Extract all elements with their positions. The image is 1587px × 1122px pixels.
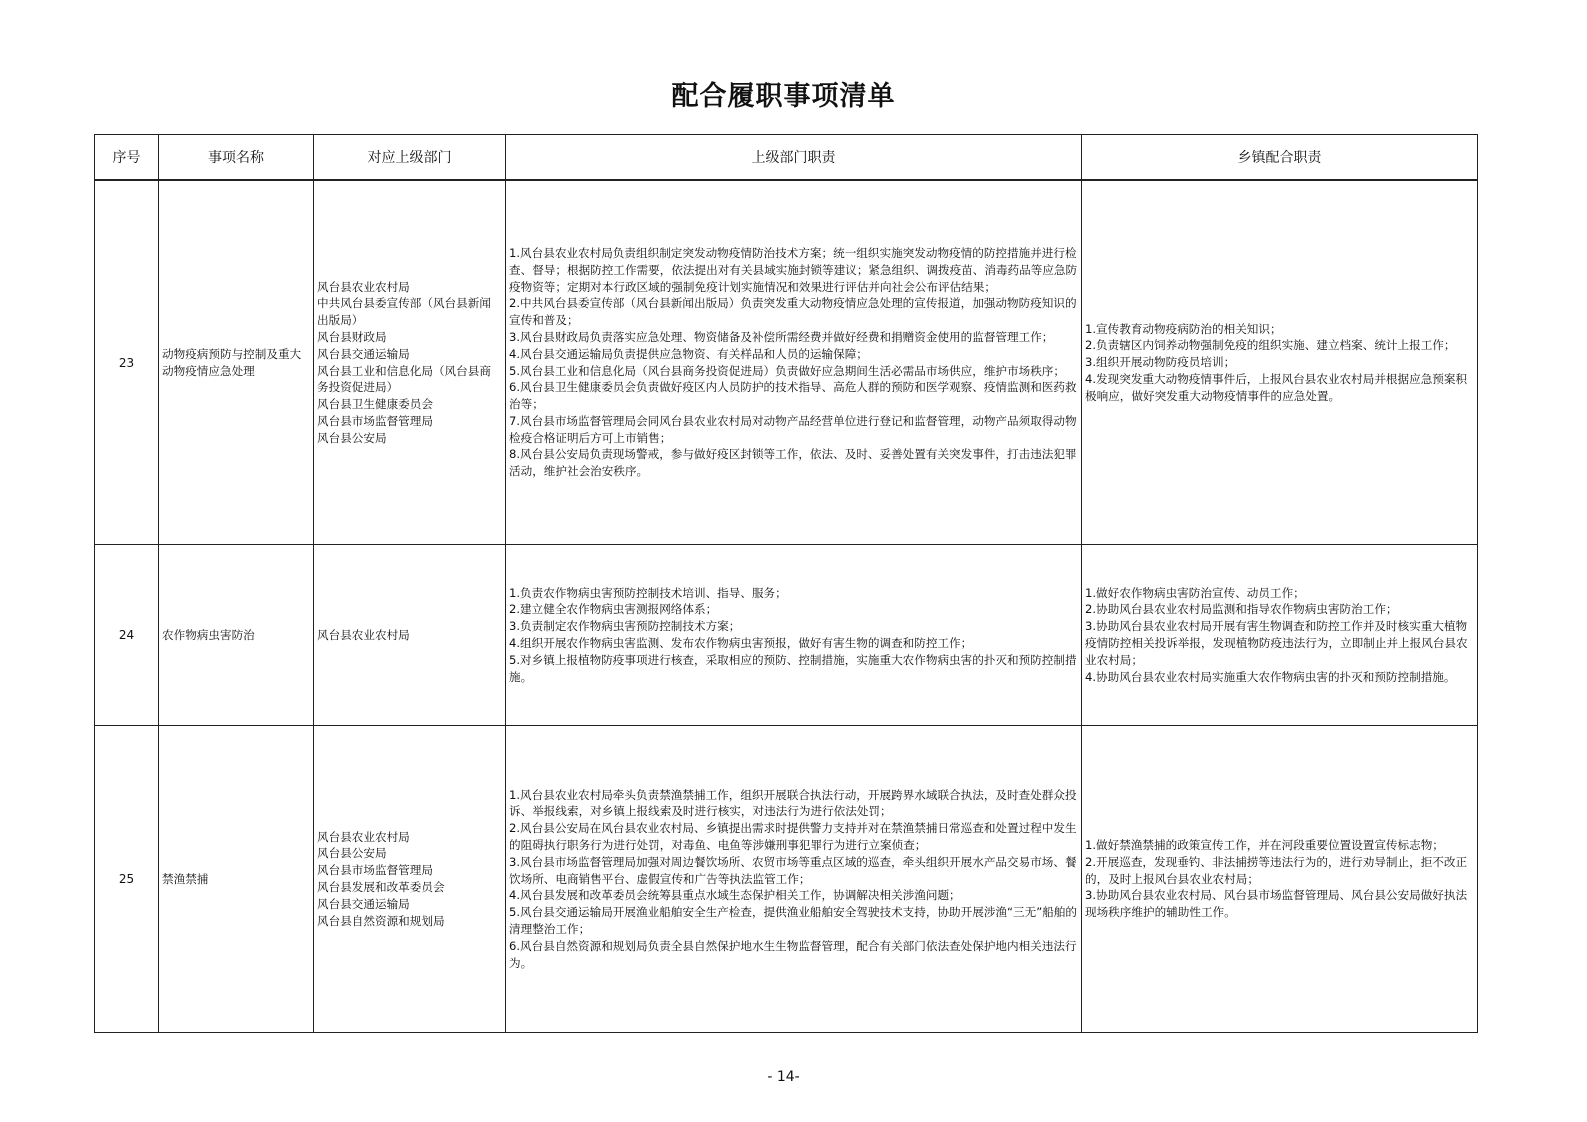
row-number: 23	[95, 180, 159, 545]
coop-item: 1.宣传教育动物疫病防治的相关知识；	[1085, 321, 1282, 336]
coop-item: 3.组织开展动物防疫员培训；	[1085, 355, 1236, 370]
duty-item: 2.建立健全农作物病虫害测报网络体系；	[509, 602, 718, 617]
table-row	[95, 726, 1478, 1033]
duty-cell	[506, 545, 1082, 726]
item-name: 农作物病虫害防治	[162, 627, 255, 642]
dept-line: 风台县财政局	[317, 329, 387, 344]
item-name-cell	[159, 180, 314, 545]
duty-item: 8.风台县公安局负责现场警戒，参与做好疫区封锁等工作，依法、及时、妥善处置有关突发事件，打击违法犯罪活动，维护社会治安秩序。	[509, 447, 1077, 479]
row-number: 24	[95, 545, 159, 726]
dept-line: 风台县市场监督管理局	[317, 863, 433, 878]
duty-item: 6.风台县自然资源和规划局负责全县自然保护地水生生物监督管理，配合有关部门依法查处保护地内相关违法行为。	[509, 938, 1077, 970]
table-header-row	[95, 135, 1478, 181]
header-duty: 上级部门职责	[506, 135, 1082, 181]
dept-line: 风台县自然资源和规划局	[317, 913, 445, 928]
dept-line: 风台县发展和改革委员会	[317, 880, 445, 894]
item-name: 禁渔禁捕	[162, 871, 209, 886]
item-name-cell	[159, 545, 314, 726]
coop-cell	[1082, 180, 1478, 545]
header-name: 事项名称	[159, 135, 314, 181]
duty-item: 2.中共风台县委宣传部（风台县新闻出版局）负责突发重大动物疫情应急处理的宣传报道，加强动物防疫知识的宣传和普及；	[509, 296, 1077, 328]
item-name-cell	[159, 726, 314, 1033]
duty-cell	[506, 180, 1082, 545]
header-dept: 对应上级部门	[314, 135, 506, 181]
duty-cell	[506, 726, 1082, 1033]
dept-line: 风台县公安局	[317, 430, 387, 445]
duty-item: 4.组织开展农作物病虫害监测、发布农作物病虫害预报，做好有害生物的调查和防控工作；	[509, 636, 973, 650]
dept-cell	[314, 545, 506, 726]
coop-item: 4.协助风台县农业农村局实施重大农作物病虫害的扑灭和预防控制措施。	[1085, 669, 1456, 684]
dept-line: 风台县农业农村局	[317, 627, 410, 642]
duty-item: 4.风台县交通运输局负责提供应急物资、有关样品和人员的运输保障；	[509, 346, 868, 361]
coop-item: 3.协助风台县农业农村局、风台县市场监督管理局、风台县公安局做好执法现场秩序维护的辅助性工作。	[1085, 888, 1468, 920]
duty-table	[94, 134, 1478, 1033]
coop-item: 1.做好禁渔禁捕的政策宣传工作，并在河段重要位置设置宣传标志物；	[1085, 838, 1444, 852]
header-coop: 乡镇配合职责	[1082, 135, 1478, 181]
item-name: 动物疫病预防与控制及重大动物疫情应急处理	[162, 346, 302, 378]
duty-item: 5.风台县交通运输局开展渔业船舶安全生产检查，提供渔业船舶安全驾驶技术支持，协助开展涉渔“三无”船舶的清理整治工作；	[509, 905, 1077, 936]
header-no: 序号	[95, 135, 159, 181]
dept-line: 风台县农业农村局	[317, 279, 410, 294]
dept-line: 风台县公安局	[317, 846, 387, 861]
table-row	[95, 180, 1478, 545]
row-number: 25	[95, 726, 159, 1033]
duty-item: 1.风台县农业农村局牵头负责禁渔禁捕工作，组织开展联合执法行动，开展跨界水域联合执法，及时查处群众投诉、举报线索，对乡镇上报线索及时进行核实，对违法行为进行依法处罚；	[509, 787, 1077, 819]
coop-item: 2.开展巡查，发现垂钓、非法捕捞等违法行为的，进行劝导制止，拒不改正的，及时上报风台县农业农村局；	[1085, 854, 1468, 886]
dept-line: 风台县交通运输局	[317, 346, 410, 361]
dept-line: 风台县交通运输局	[317, 896, 410, 911]
coop-item: 4.发现突发重大动物疫情事件后，上报风台县农业农村局并根据应急预案积极响应，做好突发重大动物疫情事件的应急处置。	[1085, 371, 1468, 403]
dept-line: 风台县卫生健康委员会	[317, 397, 433, 412]
duty-item: 5.对乡镇上报植物防疫事项进行核查，采取相应的预防、控制措施，实施重大农作物病虫害的扑灭和预防控制措施。	[509, 652, 1077, 684]
dept-line: 风台县市场监督管理局	[317, 413, 433, 428]
coop-item: 1.做好农作物病虫害防治宣传、动员工作；	[1085, 585, 1305, 600]
dept-cell	[314, 726, 506, 1033]
dept-line: 风台县工业和信息化局（风台县商务投资促进局）	[317, 363, 491, 395]
coop-item: 2.协助风台县农业农村局监测和指导农作物病虫害防治工作；	[1085, 602, 1398, 617]
duty-item: 4.风台县发展和改革委员会统筹县重点水域生态保护相关工作，协调解决相关涉渔问题；	[509, 888, 961, 903]
duty-item: 2.风台县公安局在风台县农业农村局、乡镇提出需求时提供警力支持并对在禁渔禁捕日常巡查和处置过程中发生的阻碍执行职务行为进行处罚，对毒鱼、电鱼等涉嫌刑事犯罪行为进行立案侦查；	[509, 821, 1077, 852]
coop-item: 3.协助风台县农业农村局开展有害生物调查和防控工作并及时核实重大植物疫情防控相关投诉举报，发现植物防疫违法行为，立即制止并上报风台县农业农村局；	[1085, 619, 1468, 667]
duty-item: 3.风台县财政局负责落实应急处理、物资储备及补偿所需经费并做好经费和捐赠资金使用的监督管理工作；	[509, 329, 1054, 344]
duty-item: 1.风台县农业农村局负责组织制定突发动物疫情防治技术方案；统一组织实施突发动物疫情的防控措施并进行检查、督导；根据防控工作需要，依法提出对有关县域实施封锁等建议；紧急组织、调拨疫苗、消毒药品等应急防疫物资等；定期对本行政区域的强制免疫计划实施情况和效果进行评估并向社会公布评估结果；	[509, 245, 1078, 294]
duty-item: 5.风台县工业和信息化局（风台县商务投资促进局）负责做好应急期间生活必需品市场供应，维护市场秩序；	[509, 363, 1065, 378]
page-title: 配合履职事项清单	[671, 81, 896, 112]
coop-item: 2.负责辖区内饲养动物强制免疫的组织实施、建立档案、统计上报工作；	[1085, 338, 1456, 353]
coop-cell	[1082, 726, 1478, 1033]
duty-item: 6.风台县卫生健康委员会负责做好疫区内人员防护的技术指导、高危人群的预防和医学观察、疫情监测和医药救治等；	[509, 380, 1077, 412]
coop-cell	[1082, 545, 1478, 726]
page-number: - 14-	[767, 1069, 800, 1085]
dept-line: 风台县农业农村局	[317, 829, 410, 844]
table-row	[95, 545, 1478, 726]
duty-item: 3.风台县市场监督管理局加强对周边餐饮场所、农贸市场等重点区域的巡查，牵头组织开展水产品交易市场、餐饮场所、电商销售平台、虚假宣传和广告等执法监管工作；	[509, 854, 1077, 886]
duty-item: 3.负责制定农作物病虫害预防控制技术方案；	[509, 619, 741, 634]
dept-line: 中共风台县委宣传部（风台县新闻出版局）	[317, 296, 491, 328]
dept-cell	[314, 180, 506, 545]
duty-item: 1.负责农作物病虫害预防控制技术培训、指导、服务；	[509, 585, 787, 600]
duty-item: 7.风台县市场监督管理局会同风台县农业农村局对动物产品经营单位进行登记和监督管理，动物产品须取得动物检疫合格证明后方可上市销售；	[509, 413, 1077, 445]
